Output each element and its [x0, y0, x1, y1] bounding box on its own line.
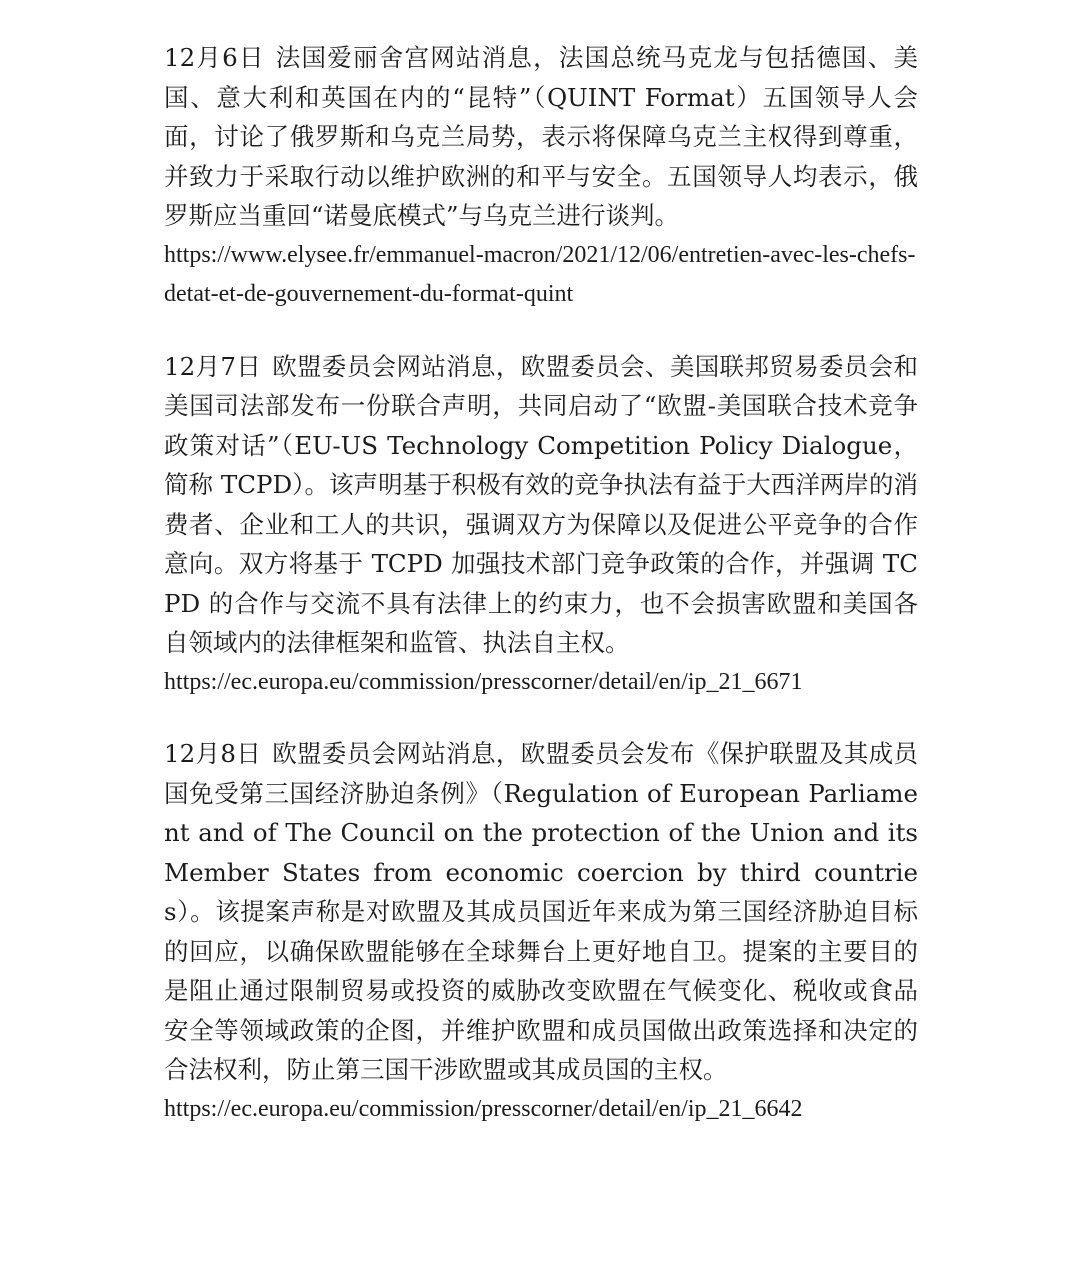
news-document [164, 38, 918, 1129]
source-link[interactable]: https://ec.europa.eu/commission/presscorner/detail/en/ip_21_6642 [164, 1095, 803, 1122]
entry-body: 法国爱丽舍宫网站消息，法国总统马克龙与包括德国、美国、意大利和英国在内的“昆特”（QUINT Format）五国领导人会面，讨论了俄罗斯和乌克兰局势，表示将保障乌克兰主权得到尊重，并致力于采取行动以维护欧洲的和平与安全。五国领导人均表示，俄罗斯应当重回“诺曼底模式”与乌克兰进行谈判。 [164, 43, 919, 230]
entry-paragraph [164, 734, 918, 1090]
entry-paragraph [164, 347, 918, 663]
entry-date: 12月8日 [164, 739, 262, 768]
news-entry-dec-7 [164, 347, 918, 703]
source-link[interactable]: https://ec.europa.eu/commission/presscorner/detail/en/ip_21_6671 [164, 668, 803, 695]
news-entry-dec-6 [164, 38, 918, 315]
news-entry-dec-8 [164, 734, 918, 1129]
source-link[interactable]: https://www.elysee.fr/emmanuel-macron/2021/12/06/entretien-avec-les-chefs-detat-et-de-gouvernement-du-format-quint [164, 241, 916, 307]
entry-body: 欧盟委员会网站消息，欧盟委员会发布《保护联盟及其成员国免受第三国经济胁迫条例》（Regulation of European Parliament and of The Council on the protection of the Union and its Member States from economic coercion by third countries）。该提案声称是对欧盟及其成员国近年来成为第三国经济胁迫目标的回应，以确保欧盟能够在全球舞台上更好地自卫。提案的主要目的是阻止通过限制贸易或投资的威胁改变欧盟在气候变化、税收或食品安全等领域政策的企图，并维护欧盟和成员国做出政策选择和决定的合法权利，防止第三国干涉欧盟或其成员国的主权。 [164, 739, 919, 1084]
entry-body: 欧盟委员会网站消息，欧盟委员会、美国联邦贸易委员会和美国司法部发布一份联合声明，共同启动了“欧盟-美国联合技术竞争政策对话”（EU-US Technology Competition Policy Dialogue，简称 TCPD）。该声明基于积极有效的竞争执法有益于大西洋两岸的消费者、企业和工人的共识，强调双方为保障以及促进公平竞争的合作意向。双方将基于 TCPD 加强技术部门竞争政策的合作，并强调 TCPD 的合作与交流不具有法律上的约束力，也不会损害欧盟和美国各自领域内的法律框架和监管、执法自主权。 [164, 351, 919, 657]
entry-date: 12月6日 [164, 43, 265, 72]
entry-paragraph [164, 38, 918, 236]
entry-date: 12月7日 [164, 351, 262, 381]
